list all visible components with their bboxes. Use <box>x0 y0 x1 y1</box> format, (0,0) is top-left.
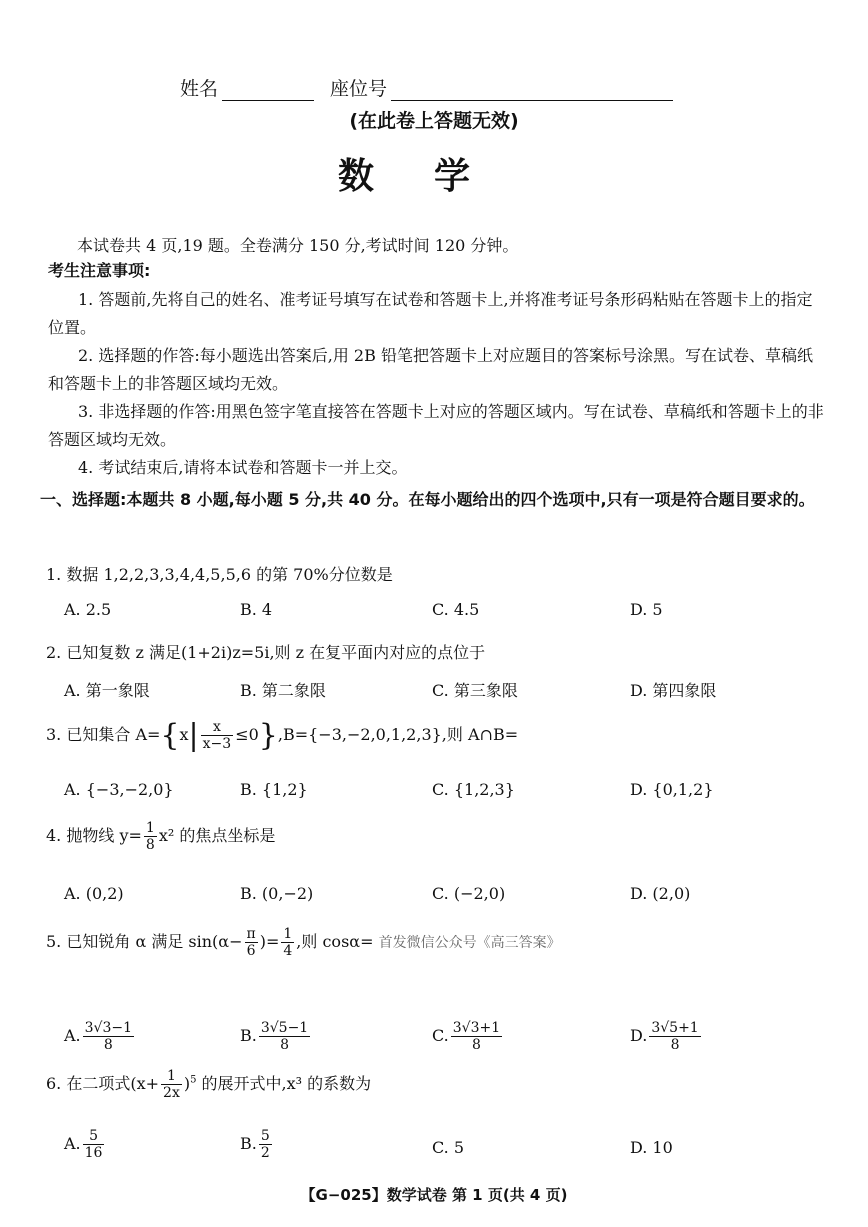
q3-fraction: $\frac{x}{x-3}$ <box>202 719 232 752</box>
watermark-text: 首发微信公众号《高三答案》 <box>378 935 561 951</box>
name-blank <box>222 82 314 101</box>
q4-option-c: C. (−2,0) <box>432 884 506 903</box>
q3-cond: ≤0 <box>235 725 259 744</box>
q3-option-c: C. {1,2,3} <box>432 780 515 799</box>
q5-suffix: ,则 cosα= <box>296 932 374 951</box>
notice-item: 3. 非选择题的作答:用黑色签字笔直接答在答题卡上对应的答题区域内。写在试卷、草稿纸和答题卡上的非答题区域均无效。 <box>48 402 824 449</box>
notice-item: 1. 答题前,先将自己的姓名、准考证号填写在试卷和答题卡上,并将准考证号条形码粘贴在答题卡上的指定位置。 <box>48 290 813 337</box>
q5-option-a: A. $\frac{3√3-1}{8}$ <box>64 1020 133 1053</box>
q3-option-b: B. {1,2} <box>240 780 308 799</box>
notice-item: 2. 选择题的作答:每小题选出答案后,用 2B 铅笔把答题卡上对应题目的答案标号涂黑。写在试卷、草稿纸和答题卡上的非答题区域均无效。 <box>48 346 813 393</box>
question-6-stem <box>46 1068 371 1101</box>
q5-option-d: D. $\frac{3√5+1}{8}$ <box>630 1020 699 1053</box>
q1-option-a: A. 2.5 <box>64 600 112 619</box>
question-5-stem <box>46 926 561 959</box>
q2-option-b: B. 第二象限 <box>240 681 326 700</box>
q5-option-c: C. $\frac{3√3+1}{8}$ <box>432 1020 501 1053</box>
notice-item: 4. 考试结束后,请将本试卷和答题卡一并上交。 <box>78 458 408 477</box>
q6-option-c: C. 5 <box>432 1138 465 1157</box>
q4-option-a: A. (0,2) <box>64 884 124 903</box>
q2-option-a: A. 第一象限 <box>64 681 150 700</box>
exam-header <box>180 74 673 101</box>
q6-fraction: $\frac{1}{2x}$ <box>163 1068 180 1101</box>
q5-option-b: B. $\frac{3√5-1}{8}$ <box>240 1020 309 1053</box>
q2-option-d: D. 第四象限 <box>630 681 717 700</box>
q5-fraction-1: $\frac{\pi}{6}$ <box>246 926 256 959</box>
q5-prefix: 5. 已知锐角 α 满足 sin(α− <box>46 932 243 951</box>
question-1-stem: 1. 数据 1,2,2,3,3,4,4,5,5,6 的第 70%分位数是 <box>46 565 393 584</box>
q4-option-d: D. (2,0) <box>630 884 691 903</box>
q4-suffix: x² 的焦点坐标是 <box>158 826 276 845</box>
question-3-stem: 3. 已知集合 A={x| $\frac{x}{x-3}$ ≤0},B={−3,−2,0,1,2,3},则 A∩B= <box>46 718 519 753</box>
q6-option-d: D. 10 <box>630 1138 673 1157</box>
q5-mid: )= <box>259 932 280 951</box>
q1-option-b: B. 4 <box>240 600 273 619</box>
q4-option-b: B. (0,−2) <box>240 884 314 903</box>
q3-option-a: A. {−3,−2,0} <box>64 780 174 799</box>
q3-prefix: 3. 已知集合 A= <box>46 725 161 744</box>
q3-option-d: D. {0,1,2} <box>630 780 714 799</box>
page-footer: 【G−025】数学试卷 第 1 页(共 4 页) <box>300 1186 568 1204</box>
q1-option-c: C. 4.5 <box>432 600 480 619</box>
q4-prefix: 4. 抛物线 y= <box>46 826 142 845</box>
question-4-stem <box>46 820 275 853</box>
q3-var: x <box>179 725 189 744</box>
q4-fraction: $\frac{1}{8}$ <box>145 820 155 853</box>
q6-suffix: 的展开式中,x³ 的系数为 <box>196 1074 372 1093</box>
section-heading: 一、选择题:本题共 8 小题,每小题 5 分,共 40 分。在每小题给出的四个选项中,只有一项是符合题目要求的。 <box>40 490 815 509</box>
q6-prefix: 6. 在二项式(x+ <box>46 1074 160 1093</box>
q6-exponent: 5 <box>190 1074 197 1086</box>
name-label: 姓名 <box>180 78 219 100</box>
q6-mid: ) <box>183 1074 191 1093</box>
q6-option-a: A. $\frac{5}{16}$ <box>64 1128 103 1161</box>
q1-option-d: D. 5 <box>630 600 663 619</box>
question-2-stem: 2. 已知复数 z 满足(1+2i)z=5i,则 z 在复平面内对应的点位于 <box>46 643 486 662</box>
intro-text: 本试卷共 4 页,19 题。全卷满分 150 分,考试时间 120 分钟。 <box>77 236 519 255</box>
q6-option-b: B. $\frac{5}{2}$ <box>240 1128 270 1161</box>
q2-option-c: C. 第三象限 <box>432 681 518 700</box>
q5-fraction-2: $\frac{1}{4}$ <box>283 926 293 959</box>
warning-text: (在此卷上答题无效) <box>349 110 519 132</box>
subject-title: 数学 <box>337 156 530 197</box>
seat-label: 座位号 <box>330 78 388 100</box>
q3-suffix: ,B={−3,−2,0,1,2,3},则 A∩B= <box>277 725 519 744</box>
notice-title: 考生注意事项: <box>48 261 151 280</box>
seat-blank <box>391 82 673 101</box>
